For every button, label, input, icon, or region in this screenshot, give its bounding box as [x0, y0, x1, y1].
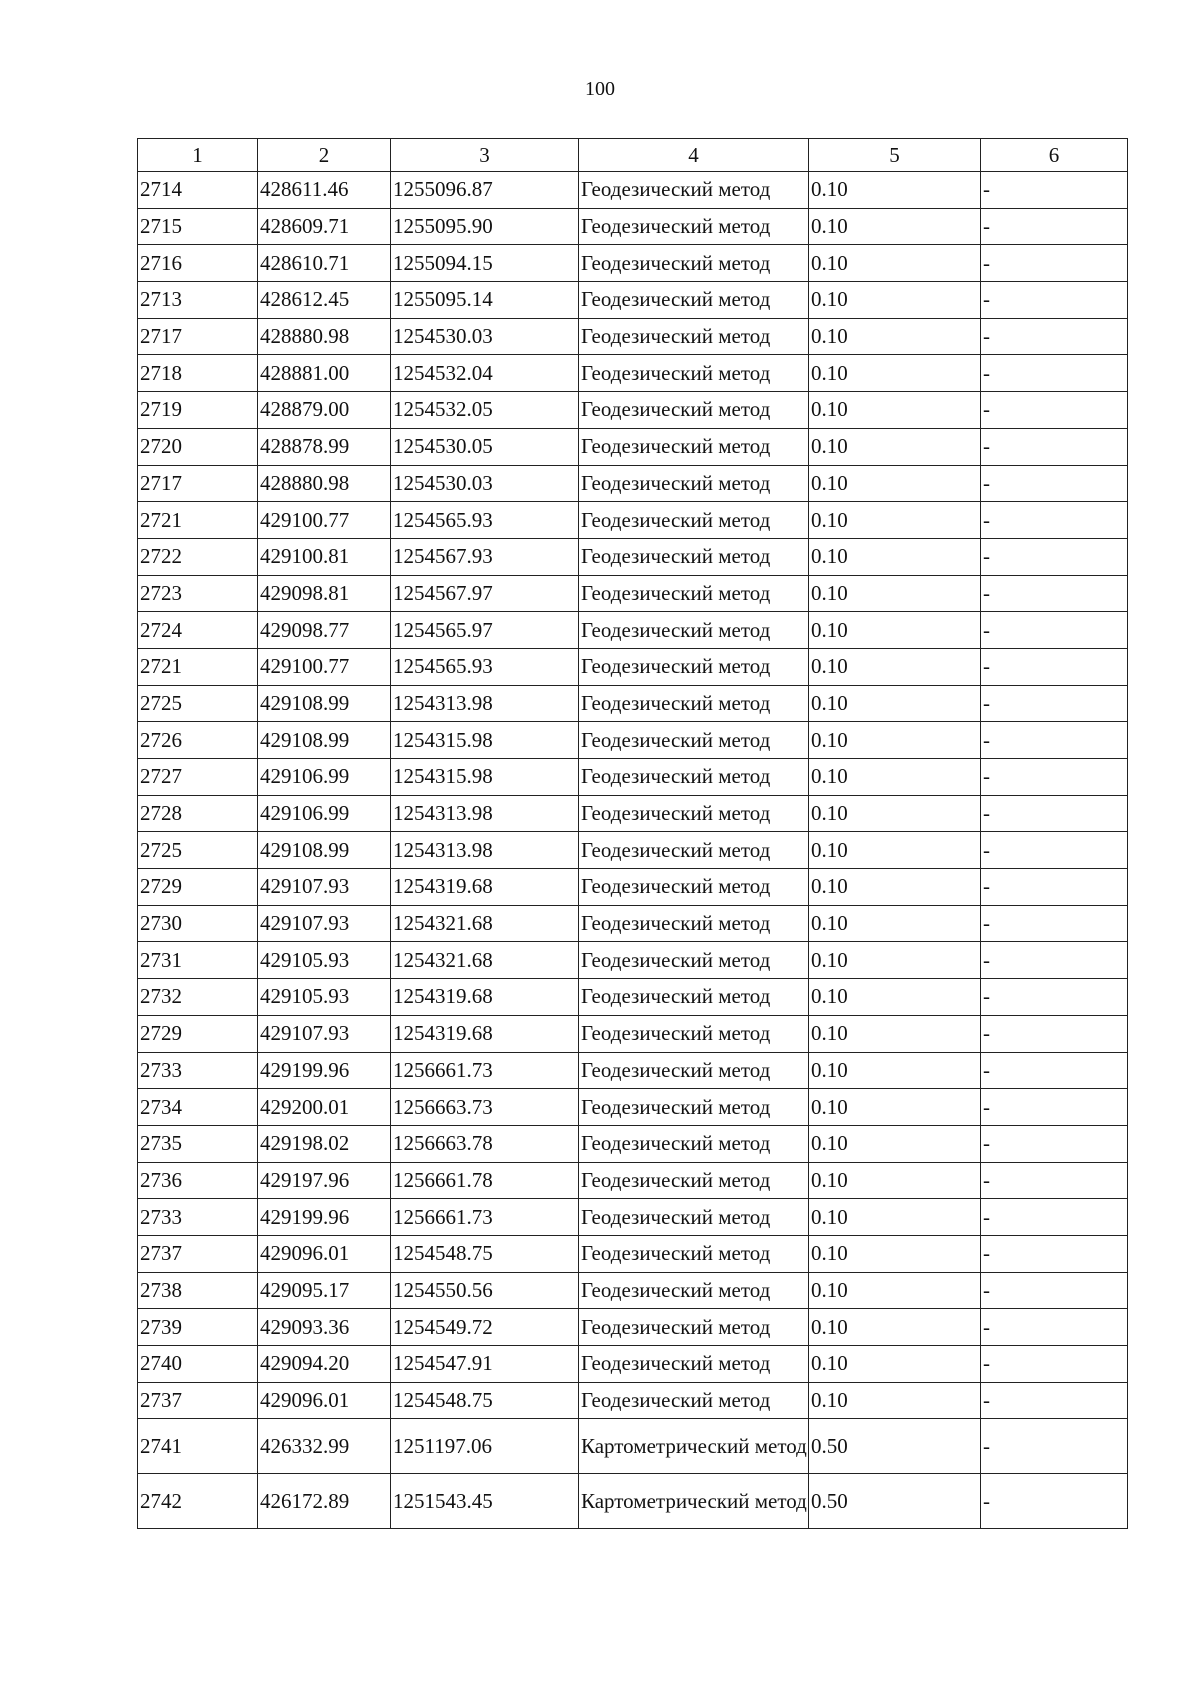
- accuracy-cell: 0.10: [809, 832, 981, 869]
- note-cell: -: [981, 172, 1128, 209]
- table-row: [138, 1125, 1128, 1162]
- x-coordinate-cell: 429098.81: [258, 575, 391, 612]
- method-cell: Геодезический метод: [579, 465, 809, 502]
- x-coordinate-cell: 429095.17: [258, 1272, 391, 1309]
- table-row: [138, 869, 1128, 906]
- table-row: [138, 685, 1128, 722]
- method-cell: Геодезический метод: [579, 1199, 809, 1236]
- accuracy-cell: 0.10: [809, 208, 981, 245]
- column-header: 2: [258, 139, 391, 172]
- note-cell: -: [981, 538, 1128, 575]
- y-coordinate-cell: 1255095.90: [391, 208, 579, 245]
- x-coordinate-cell: 429108.99: [258, 722, 391, 759]
- note-cell: -: [981, 1162, 1128, 1199]
- table-row: [138, 832, 1128, 869]
- accuracy-cell: 0.10: [809, 1052, 981, 1089]
- point-number-cell: 2736: [138, 1162, 258, 1199]
- x-coordinate-cell: 428879.00: [258, 392, 391, 429]
- note-cell: -: [981, 795, 1128, 832]
- accuracy-cell: 0.10: [809, 722, 981, 759]
- note-cell: -: [981, 1474, 1128, 1529]
- x-coordinate-cell: 429106.99: [258, 795, 391, 832]
- y-coordinate-cell: 1254547.91: [391, 1346, 579, 1383]
- y-coordinate-cell: 1254313.98: [391, 685, 579, 722]
- accuracy-cell: 0.10: [809, 318, 981, 355]
- note-cell: -: [981, 1052, 1128, 1089]
- accuracy-cell: 0.10: [809, 282, 981, 319]
- point-number-cell: 2731: [138, 942, 258, 979]
- method-cell: Геодезический метод: [579, 1052, 809, 1089]
- point-number-cell: 2729: [138, 1015, 258, 1052]
- note-cell: -: [981, 1382, 1128, 1419]
- accuracy-cell: 0.10: [809, 1015, 981, 1052]
- accuracy-cell: 0.10: [809, 1272, 981, 1309]
- column-header: 6: [981, 139, 1128, 172]
- y-coordinate-cell: 1254313.98: [391, 795, 579, 832]
- y-coordinate-cell: 1256661.73: [391, 1052, 579, 1089]
- x-coordinate-cell: 428881.00: [258, 355, 391, 392]
- y-coordinate-cell: 1255094.15: [391, 245, 579, 282]
- note-cell: -: [981, 465, 1128, 502]
- point-number-cell: 2724: [138, 612, 258, 649]
- x-coordinate-cell: 428878.99: [258, 428, 391, 465]
- x-coordinate-cell: 429093.36: [258, 1309, 391, 1346]
- x-coordinate-cell: 429107.93: [258, 1015, 391, 1052]
- note-cell: -: [981, 869, 1128, 906]
- accuracy-cell: 0.10: [809, 465, 981, 502]
- y-coordinate-cell: 1254315.98: [391, 722, 579, 759]
- method-cell: Геодезический метод: [579, 172, 809, 209]
- table-row: [138, 1419, 1128, 1474]
- note-cell: -: [981, 1125, 1128, 1162]
- table-row: [138, 1052, 1128, 1089]
- table-row: [138, 1162, 1128, 1199]
- method-cell: Геодезический метод: [579, 979, 809, 1016]
- accuracy-cell: 0.10: [809, 1346, 981, 1383]
- point-number-cell: 2721: [138, 502, 258, 539]
- accuracy-cell: 0.10: [809, 1125, 981, 1162]
- point-number-cell: 2738: [138, 1272, 258, 1309]
- table-row: [138, 612, 1128, 649]
- method-cell: Геодезический метод: [579, 612, 809, 649]
- y-coordinate-cell: 1254567.97: [391, 575, 579, 612]
- y-coordinate-cell: 1254565.97: [391, 612, 579, 649]
- point-number-cell: 2717: [138, 318, 258, 355]
- x-coordinate-cell: 428880.98: [258, 465, 391, 502]
- y-coordinate-cell: 1254565.93: [391, 648, 579, 685]
- table-header-row: [138, 139, 1128, 172]
- point-number-cell: 2722: [138, 538, 258, 575]
- note-cell: -: [981, 1309, 1128, 1346]
- y-coordinate-cell: 1254319.68: [391, 869, 579, 906]
- method-cell: Картометрический метод: [579, 1474, 809, 1529]
- x-coordinate-cell: 429200.01: [258, 1089, 391, 1126]
- note-cell: -: [981, 612, 1128, 649]
- column-header: 5: [809, 139, 981, 172]
- method-cell: Геодезический метод: [579, 905, 809, 942]
- method-cell: Геодезический метод: [579, 832, 809, 869]
- table-row: [138, 1272, 1128, 1309]
- accuracy-cell: 0.10: [809, 685, 981, 722]
- x-coordinate-cell: 429100.77: [258, 502, 391, 539]
- note-cell: -: [981, 1015, 1128, 1052]
- table-row: [138, 282, 1128, 319]
- x-coordinate-cell: 429094.20: [258, 1346, 391, 1383]
- accuracy-cell: 0.10: [809, 979, 981, 1016]
- table-row: [138, 392, 1128, 429]
- accuracy-cell: 0.10: [809, 1089, 981, 1126]
- point-number-cell: 2733: [138, 1199, 258, 1236]
- accuracy-cell: 0.10: [809, 1309, 981, 1346]
- method-cell: Геодезический метод: [579, 355, 809, 392]
- note-cell: -: [981, 1235, 1128, 1272]
- method-cell: Геодезический метод: [579, 502, 809, 539]
- note-cell: -: [981, 1419, 1128, 1474]
- method-cell: Геодезический метод: [579, 1125, 809, 1162]
- note-cell: -: [981, 832, 1128, 869]
- x-coordinate-cell: 428611.46: [258, 172, 391, 209]
- y-coordinate-cell: 1251197.06: [391, 1419, 579, 1474]
- y-coordinate-cell: 1254319.68: [391, 979, 579, 1016]
- point-number-cell: 2726: [138, 722, 258, 759]
- x-coordinate-cell: 429107.93: [258, 869, 391, 906]
- accuracy-cell: 0.10: [809, 355, 981, 392]
- table-row: [138, 465, 1128, 502]
- accuracy-cell: 0.10: [809, 905, 981, 942]
- method-cell: Геодезический метод: [579, 722, 809, 759]
- point-number-cell: 2741: [138, 1419, 258, 1474]
- method-cell: Геодезический метод: [579, 392, 809, 429]
- table-row: [138, 1235, 1128, 1272]
- column-header: 1: [138, 139, 258, 172]
- table-row: [138, 1346, 1128, 1383]
- y-coordinate-cell: 1256663.78: [391, 1125, 579, 1162]
- x-coordinate-cell: 428609.71: [258, 208, 391, 245]
- table-row: [138, 722, 1128, 759]
- method-cell: Геодезический метод: [579, 1162, 809, 1199]
- note-cell: -: [981, 392, 1128, 429]
- table-row: [138, 759, 1128, 796]
- accuracy-cell: 0.50: [809, 1474, 981, 1529]
- accuracy-cell: 0.10: [809, 795, 981, 832]
- note-cell: -: [981, 502, 1128, 539]
- table-row: [138, 979, 1128, 1016]
- accuracy-cell: 0.10: [809, 502, 981, 539]
- point-number-cell: 2716: [138, 245, 258, 282]
- x-coordinate-cell: 426332.99: [258, 1419, 391, 1474]
- y-coordinate-cell: 1254530.05: [391, 428, 579, 465]
- note-cell: -: [981, 1089, 1128, 1126]
- y-coordinate-cell: 1255095.14: [391, 282, 579, 319]
- x-coordinate-cell: 429100.77: [258, 648, 391, 685]
- accuracy-cell: 0.50: [809, 1419, 981, 1474]
- note-cell: -: [981, 355, 1128, 392]
- point-number-cell: 2732: [138, 979, 258, 1016]
- method-cell: Геодезический метод: [579, 428, 809, 465]
- accuracy-cell: 0.10: [809, 1162, 981, 1199]
- table-row: [138, 502, 1128, 539]
- y-coordinate-cell: 1254548.75: [391, 1382, 579, 1419]
- point-number-cell: 2713: [138, 282, 258, 319]
- note-cell: -: [981, 722, 1128, 759]
- table-row: [138, 648, 1128, 685]
- method-cell: Геодезический метод: [579, 1272, 809, 1309]
- method-cell: Геодезический метод: [579, 1235, 809, 1272]
- table-row: [138, 942, 1128, 979]
- accuracy-cell: 0.10: [809, 1235, 981, 1272]
- point-number-cell: 2719: [138, 392, 258, 429]
- accuracy-cell: 0.10: [809, 575, 981, 612]
- table-row: [138, 1382, 1128, 1419]
- y-coordinate-cell: 1254532.05: [391, 392, 579, 429]
- table-row: [138, 355, 1128, 392]
- note-cell: -: [981, 208, 1128, 245]
- x-coordinate-cell: 429105.93: [258, 979, 391, 1016]
- point-number-cell: 2735: [138, 1125, 258, 1162]
- accuracy-cell: 0.10: [809, 1382, 981, 1419]
- table-row: [138, 538, 1128, 575]
- y-coordinate-cell: 1254532.04: [391, 355, 579, 392]
- accuracy-cell: 0.10: [809, 648, 981, 685]
- x-coordinate-cell: 429198.02: [258, 1125, 391, 1162]
- table-row: [138, 1309, 1128, 1346]
- y-coordinate-cell: 1254530.03: [391, 465, 579, 502]
- point-number-cell: 2718: [138, 355, 258, 392]
- accuracy-cell: 0.10: [809, 172, 981, 209]
- method-cell: Геодезический метод: [579, 282, 809, 319]
- accuracy-cell: 0.10: [809, 1199, 981, 1236]
- note-cell: -: [981, 1346, 1128, 1383]
- point-number-cell: 2734: [138, 1089, 258, 1126]
- x-coordinate-cell: 429108.99: [258, 832, 391, 869]
- method-cell: Геодезический метод: [579, 942, 809, 979]
- table-row: [138, 1199, 1128, 1236]
- method-cell: Геодезический метод: [579, 869, 809, 906]
- x-coordinate-cell: 429100.81: [258, 538, 391, 575]
- point-number-cell: 2725: [138, 685, 258, 722]
- note-cell: -: [981, 318, 1128, 355]
- x-coordinate-cell: 429199.96: [258, 1052, 391, 1089]
- x-coordinate-cell: 426172.89: [258, 1474, 391, 1529]
- table-row: [138, 245, 1128, 282]
- method-cell: Геодезический метод: [579, 1346, 809, 1383]
- method-cell: Картометрический метод: [579, 1419, 809, 1474]
- y-coordinate-cell: 1254549.72: [391, 1309, 579, 1346]
- y-coordinate-cell: 1254319.68: [391, 1015, 579, 1052]
- method-cell: Геодезический метод: [579, 759, 809, 796]
- y-coordinate-cell: 1254321.68: [391, 905, 579, 942]
- table-row: [138, 172, 1128, 209]
- table-row: [138, 575, 1128, 612]
- table-row: [138, 318, 1128, 355]
- point-number-cell: 2725: [138, 832, 258, 869]
- y-coordinate-cell: 1251543.45: [391, 1474, 579, 1529]
- method-cell: Геодезический метод: [579, 795, 809, 832]
- point-number-cell: 2739: [138, 1309, 258, 1346]
- note-cell: -: [981, 759, 1128, 796]
- y-coordinate-cell: 1254548.75: [391, 1235, 579, 1272]
- table-row: [138, 428, 1128, 465]
- point-number-cell: 2714: [138, 172, 258, 209]
- y-coordinate-cell: 1256661.73: [391, 1199, 579, 1236]
- x-coordinate-cell: 429098.77: [258, 612, 391, 649]
- method-cell: Геодезический метод: [579, 575, 809, 612]
- y-coordinate-cell: 1256663.73: [391, 1089, 579, 1126]
- table-row: [138, 795, 1128, 832]
- accuracy-cell: 0.10: [809, 759, 981, 796]
- x-coordinate-cell: 429106.99: [258, 759, 391, 796]
- table-body: [138, 172, 1128, 1529]
- coordinates-table: [137, 138, 1128, 1529]
- point-number-cell: 2727: [138, 759, 258, 796]
- point-number-cell: 2729: [138, 869, 258, 906]
- note-cell: -: [981, 648, 1128, 685]
- point-number-cell: 2721: [138, 648, 258, 685]
- table-row: [138, 1089, 1128, 1126]
- y-coordinate-cell: 1255096.87: [391, 172, 579, 209]
- method-cell: Геодезический метод: [579, 1089, 809, 1126]
- method-cell: Геодезический метод: [579, 245, 809, 282]
- table-row: [138, 208, 1128, 245]
- table-row: [138, 905, 1128, 942]
- point-number-cell: 2717: [138, 465, 258, 502]
- point-number-cell: 2728: [138, 795, 258, 832]
- point-number-cell: 2730: [138, 905, 258, 942]
- column-header: 4: [579, 139, 809, 172]
- accuracy-cell: 0.10: [809, 869, 981, 906]
- point-number-cell: 2733: [138, 1052, 258, 1089]
- x-coordinate-cell: 429107.93: [258, 905, 391, 942]
- note-cell: -: [981, 979, 1128, 1016]
- accuracy-cell: 0.10: [809, 392, 981, 429]
- note-cell: -: [981, 1272, 1128, 1309]
- point-number-cell: 2737: [138, 1382, 258, 1419]
- accuracy-cell: 0.10: [809, 942, 981, 979]
- y-coordinate-cell: 1254567.93: [391, 538, 579, 575]
- note-cell: -: [981, 905, 1128, 942]
- table-row: [138, 1015, 1128, 1052]
- note-cell: -: [981, 282, 1128, 319]
- accuracy-cell: 0.10: [809, 612, 981, 649]
- x-coordinate-cell: 429105.93: [258, 942, 391, 979]
- accuracy-cell: 0.10: [809, 428, 981, 465]
- point-number-cell: 2742: [138, 1474, 258, 1529]
- column-header: 3: [391, 139, 579, 172]
- method-cell: Геодезический метод: [579, 1309, 809, 1346]
- method-cell: Геодезический метод: [579, 1015, 809, 1052]
- x-coordinate-cell: 429199.96: [258, 1199, 391, 1236]
- point-number-cell: 2715: [138, 208, 258, 245]
- point-number-cell: 2740: [138, 1346, 258, 1383]
- x-coordinate-cell: 428610.71: [258, 245, 391, 282]
- note-cell: -: [981, 428, 1128, 465]
- note-cell: -: [981, 575, 1128, 612]
- x-coordinate-cell: 428880.98: [258, 318, 391, 355]
- y-coordinate-cell: 1254565.93: [391, 502, 579, 539]
- method-cell: Геодезический метод: [579, 538, 809, 575]
- method-cell: Геодезический метод: [579, 1382, 809, 1419]
- point-number-cell: 2723: [138, 575, 258, 612]
- y-coordinate-cell: 1254530.03: [391, 318, 579, 355]
- note-cell: -: [981, 685, 1128, 722]
- point-number-cell: 2737: [138, 1235, 258, 1272]
- x-coordinate-cell: 429096.01: [258, 1235, 391, 1272]
- table-row: [138, 1474, 1128, 1529]
- note-cell: -: [981, 245, 1128, 282]
- point-number-cell: 2720: [138, 428, 258, 465]
- note-cell: -: [981, 1199, 1128, 1236]
- y-coordinate-cell: 1254315.98: [391, 759, 579, 796]
- method-cell: Геодезический метод: [579, 318, 809, 355]
- y-coordinate-cell: 1256661.78: [391, 1162, 579, 1199]
- y-coordinate-cell: 1254550.56: [391, 1272, 579, 1309]
- note-cell: -: [981, 942, 1128, 979]
- x-coordinate-cell: 428612.45: [258, 282, 391, 319]
- y-coordinate-cell: 1254321.68: [391, 942, 579, 979]
- method-cell: Геодезический метод: [579, 648, 809, 685]
- accuracy-cell: 0.10: [809, 538, 981, 575]
- page-number: 100: [585, 78, 615, 100]
- accuracy-cell: 0.10: [809, 245, 981, 282]
- x-coordinate-cell: 429096.01: [258, 1382, 391, 1419]
- method-cell: Геодезический метод: [579, 685, 809, 722]
- method-cell: Геодезический метод: [579, 208, 809, 245]
- x-coordinate-cell: 429197.96: [258, 1162, 391, 1199]
- y-coordinate-cell: 1254313.98: [391, 832, 579, 869]
- x-coordinate-cell: 429108.99: [258, 685, 391, 722]
